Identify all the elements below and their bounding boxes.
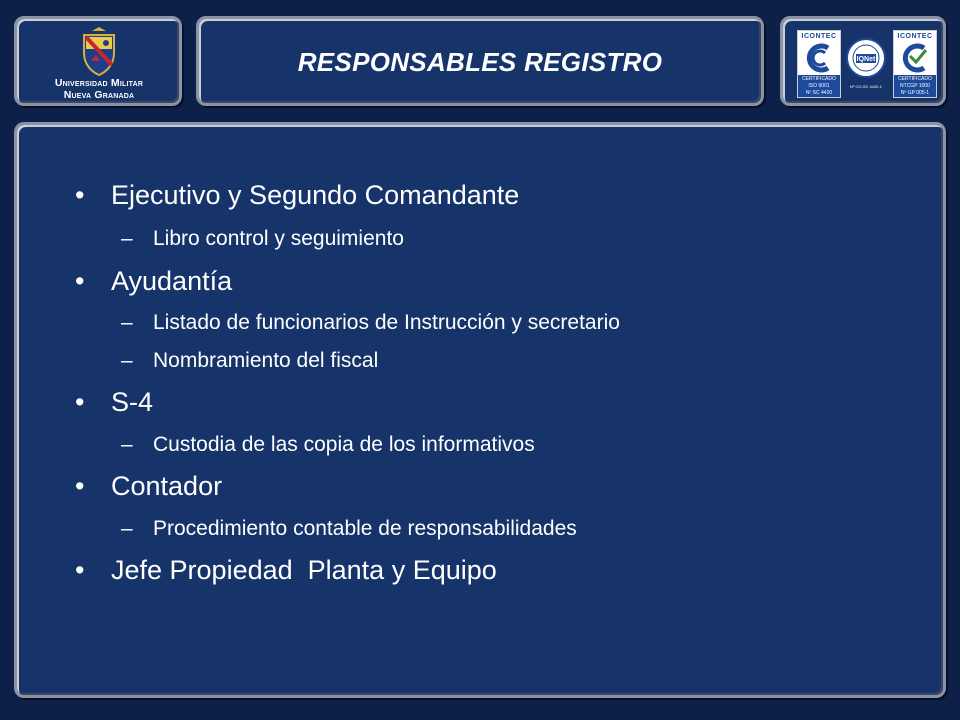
bullet-marker: •	[75, 180, 85, 210]
university-logo	[37, 25, 161, 101]
university-shield-icon	[76, 25, 122, 77]
logo-panel	[14, 16, 182, 106]
bullet-marker: •	[75, 266, 85, 296]
icontec-iso-certificate	[797, 30, 841, 98]
content-panel	[14, 122, 946, 698]
dash-marker: –	[121, 227, 133, 250]
cert-org: ICONTEC	[801, 33, 837, 40]
page-title: RESPONSABLES REGISTRO	[297, 47, 663, 77]
list-item-text: Ejecutivo y Segundo Comandante	[111, 180, 520, 210]
bullet-marker: •	[75, 471, 85, 501]
iqnet-certificate	[845, 37, 887, 89]
dash-marker: –	[121, 311, 133, 334]
list-item-text: S-4	[111, 387, 154, 417]
cert-number: Nº GP 005-1	[900, 90, 930, 96]
icontec-ntcgp-icon	[894, 42, 938, 74]
list-item-text: Jefe Propiedad Planta y Equipo	[111, 555, 497, 585]
sub-list-item-text: Libro control y seguimiento	[153, 227, 404, 250]
list-item-text: Ayudantía	[111, 266, 233, 296]
cert-number: Nº SC 4420	[805, 90, 833, 96]
sub-list-item-text: Procedimiento contable de responsabilidades	[153, 517, 577, 540]
bullet-marker: •	[75, 387, 85, 417]
icontec-iso-icon	[798, 42, 842, 74]
sub-list-item-text: Listado de funcionarios de Instrucción y secretario	[153, 311, 620, 334]
icontec-ntcgp-certificate	[893, 30, 937, 98]
dash-marker: –	[121, 517, 133, 540]
cert-standard: NTCGP 1000	[900, 83, 930, 89]
sub-list-item-text: Nombramiento del fiscal	[153, 349, 379, 372]
bullet-list	[17, 125, 943, 695]
cert-org: ICONTEC	[897, 33, 933, 40]
sub-list-item-text: Custodia de las copia de los informativos	[153, 433, 535, 456]
cert-label: CERTIFICADO	[898, 76, 932, 82]
bullet-marker: •	[75, 555, 85, 585]
list-item-text: Contador	[111, 471, 223, 501]
svg-text:IQNet: IQNet	[856, 56, 876, 63]
title-panel	[196, 16, 764, 106]
dash-marker: –	[121, 433, 133, 456]
iqnet-number: Nº CO-SC 4420-1	[850, 84, 882, 89]
dash-marker: –	[121, 349, 133, 372]
iqnet-icon	[845, 37, 887, 81]
logo-name-line1: Universidad Militar	[54, 77, 144, 89]
certification-panel	[780, 16, 946, 106]
cert-label: CERTIFICADO	[802, 76, 836, 82]
logo-name-line2: Nueva Granada	[63, 89, 135, 101]
cert-standard: ISO 9001	[808, 83, 830, 89]
